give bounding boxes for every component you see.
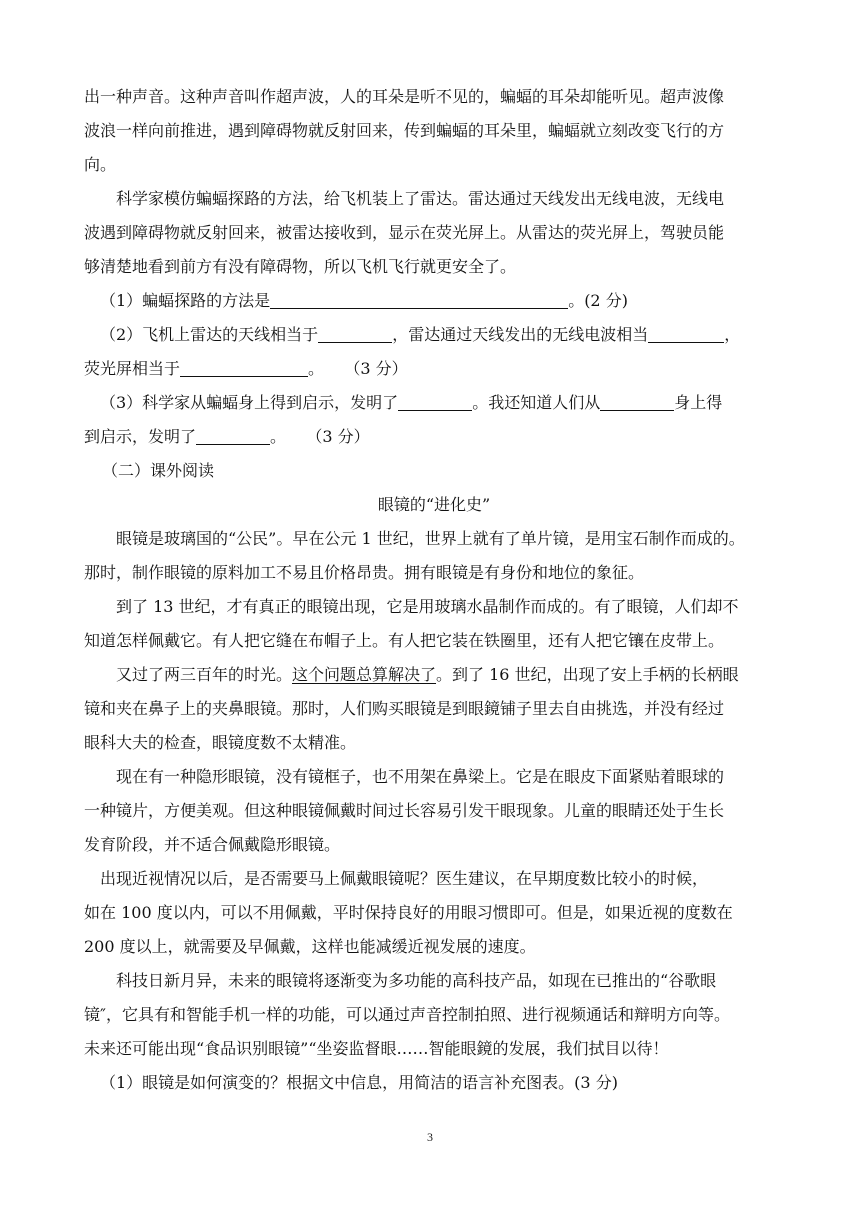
section-heading: （二）课外阅读	[102, 461, 215, 480]
paragraph-line: 那时，制作眼镜的原料加工不易且价格昂贵。拥有眼镜是有身份和地位的象征。	[84, 563, 645, 582]
paragraph-line: 如在 100 度以内，可以不用佩戴，平时保持良好的用眼习惯即可。但是，如果近视的度数在	[84, 903, 733, 922]
paragraph-line: 科技日新月异，未来的眼镜将逐渐变为多功能的高科技产品，如现在已推出的“谷歌眼	[116, 971, 717, 990]
answer-blank[interactable]	[270, 290, 568, 309]
answer-blank[interactable]	[600, 392, 674, 411]
question-1: （1）蝙蝠探路的方法是 。(2 分)	[100, 291, 628, 310]
article-title: 眼镜的“进化史”	[377, 495, 491, 514]
answer-blank[interactable]	[648, 324, 724, 343]
paragraph-line: 科学家模仿蝙蝠探路的方法，给飞机装上了雷达。雷达通过天线发出无线电波，无线电	[116, 189, 725, 208]
paragraph-line: 眼镜是玻璃国的“公民”。早在公元 1 世纪，世界上就有了单片镜，是用宝石制作而成的。	[116, 529, 745, 548]
paragraph-line: 200 度以上，就需要及早佩戴，这样也能减缓近视发展的速度。	[84, 937, 536, 956]
paragraph-line: 够清楚地看到前方有没有障碍物，所以飞机飞行就更安全了。	[84, 257, 517, 276]
paragraph-line: 现在有一种隐形眼镜，没有镜框子，也不用架在鼻梁上。它是在眼皮下面紧贴着眼球的	[116, 767, 725, 786]
paragraph-line: 镜和夹在鼻子上的夹鼻眼镜。那时，人们购买眼镜是到眼鏡铺子里去自由挑选，并没有经过	[84, 699, 725, 718]
question-3: （3）科学家从蝙蝠身上得到启示，发明了 。我还知道人们从 身上得	[100, 393, 723, 412]
paragraph-line: 未来还可能出现“食品识别眼镜”“坐姿监督眼……智能眼鏡的发展，我们拭目以待！	[84, 1039, 669, 1058]
question-3-cont: 到启示，发明了 。 （3 分）	[84, 427, 370, 446]
answer-blank[interactable]	[318, 324, 392, 343]
paragraph-line: 发育阶段，并不适合佩戴隐形眼镜。	[84, 835, 341, 854]
paragraph-line: 一种镜片，方便美观。但这种眼镜佩戴时间过长容易引发干眼现象。儿童的眼睛还处于生长	[84, 801, 725, 820]
underlined-sentence: 这个问题总算解决了	[292, 665, 437, 684]
answer-blank[interactable]	[196, 426, 270, 445]
paragraph-line: 又过了两三百年的时光。这个问题总算解决了。到了 16 世纪，出现了安上手柄的长柄眼	[116, 665, 739, 684]
paragraph-line: 知道怎样佩戴它。有人把它缝在布帽子上。有人把它装在铁圈里，还有人把它镶在皮带上。	[84, 631, 725, 650]
paragraph-line: 镜″，它具有和智能手机一样的功能，可以通过声音控制拍照、进行视频通话和辩明方向等。	[84, 1005, 730, 1024]
paragraph-line: 到了 13 世纪，才有真正的眼镜出现，它是用玻璃水晶制作而成的。有了眼镜，人们却不	[116, 597, 739, 616]
paragraph-line: 眼科大夫的检查，眼镜度数不太精准。	[84, 733, 357, 752]
page-number: 3	[427, 1130, 433, 1144]
paragraph-line: 向。	[84, 155, 117, 174]
question-2: （2）飞机上雷达的天线相当于 ，雷达通过天线发出的无线电波相当 ，	[100, 325, 741, 344]
paragraph-line: 出一种声音。这种声音叫作超声波，人的耳朵是听不见的，蝙蝠的耳朵却能听见。超声波像	[84, 87, 725, 106]
paragraph-line: 波遇到障碍物就反射回来，被雷达接收到，显示在荧光屏上。从雷达的荧光屏上，驾驶员能	[84, 223, 725, 242]
document-page	[84, 80, 784, 1100]
answer-blank[interactable]	[398, 392, 472, 411]
question-4: （1）眼镜是如何演变的？根据文中信息，用简洁的语言补充图表。(3 分)	[100, 1073, 618, 1092]
question-2-cont: 荧光屏相当于 。 （3 分）	[84, 359, 408, 378]
paragraph-line: 波浪一样向前推进，遇到障碍物就反射回来，传到蝙蝠的耳朵里，蝙蝠就立刻改变飞行的方	[84, 121, 725, 140]
paragraph-line: 出现近视情况以后，是否需要马上佩戴眼镜呢？医生建议，在早期度数比较小的时候，	[100, 869, 709, 888]
answer-blank[interactable]	[180, 358, 308, 377]
